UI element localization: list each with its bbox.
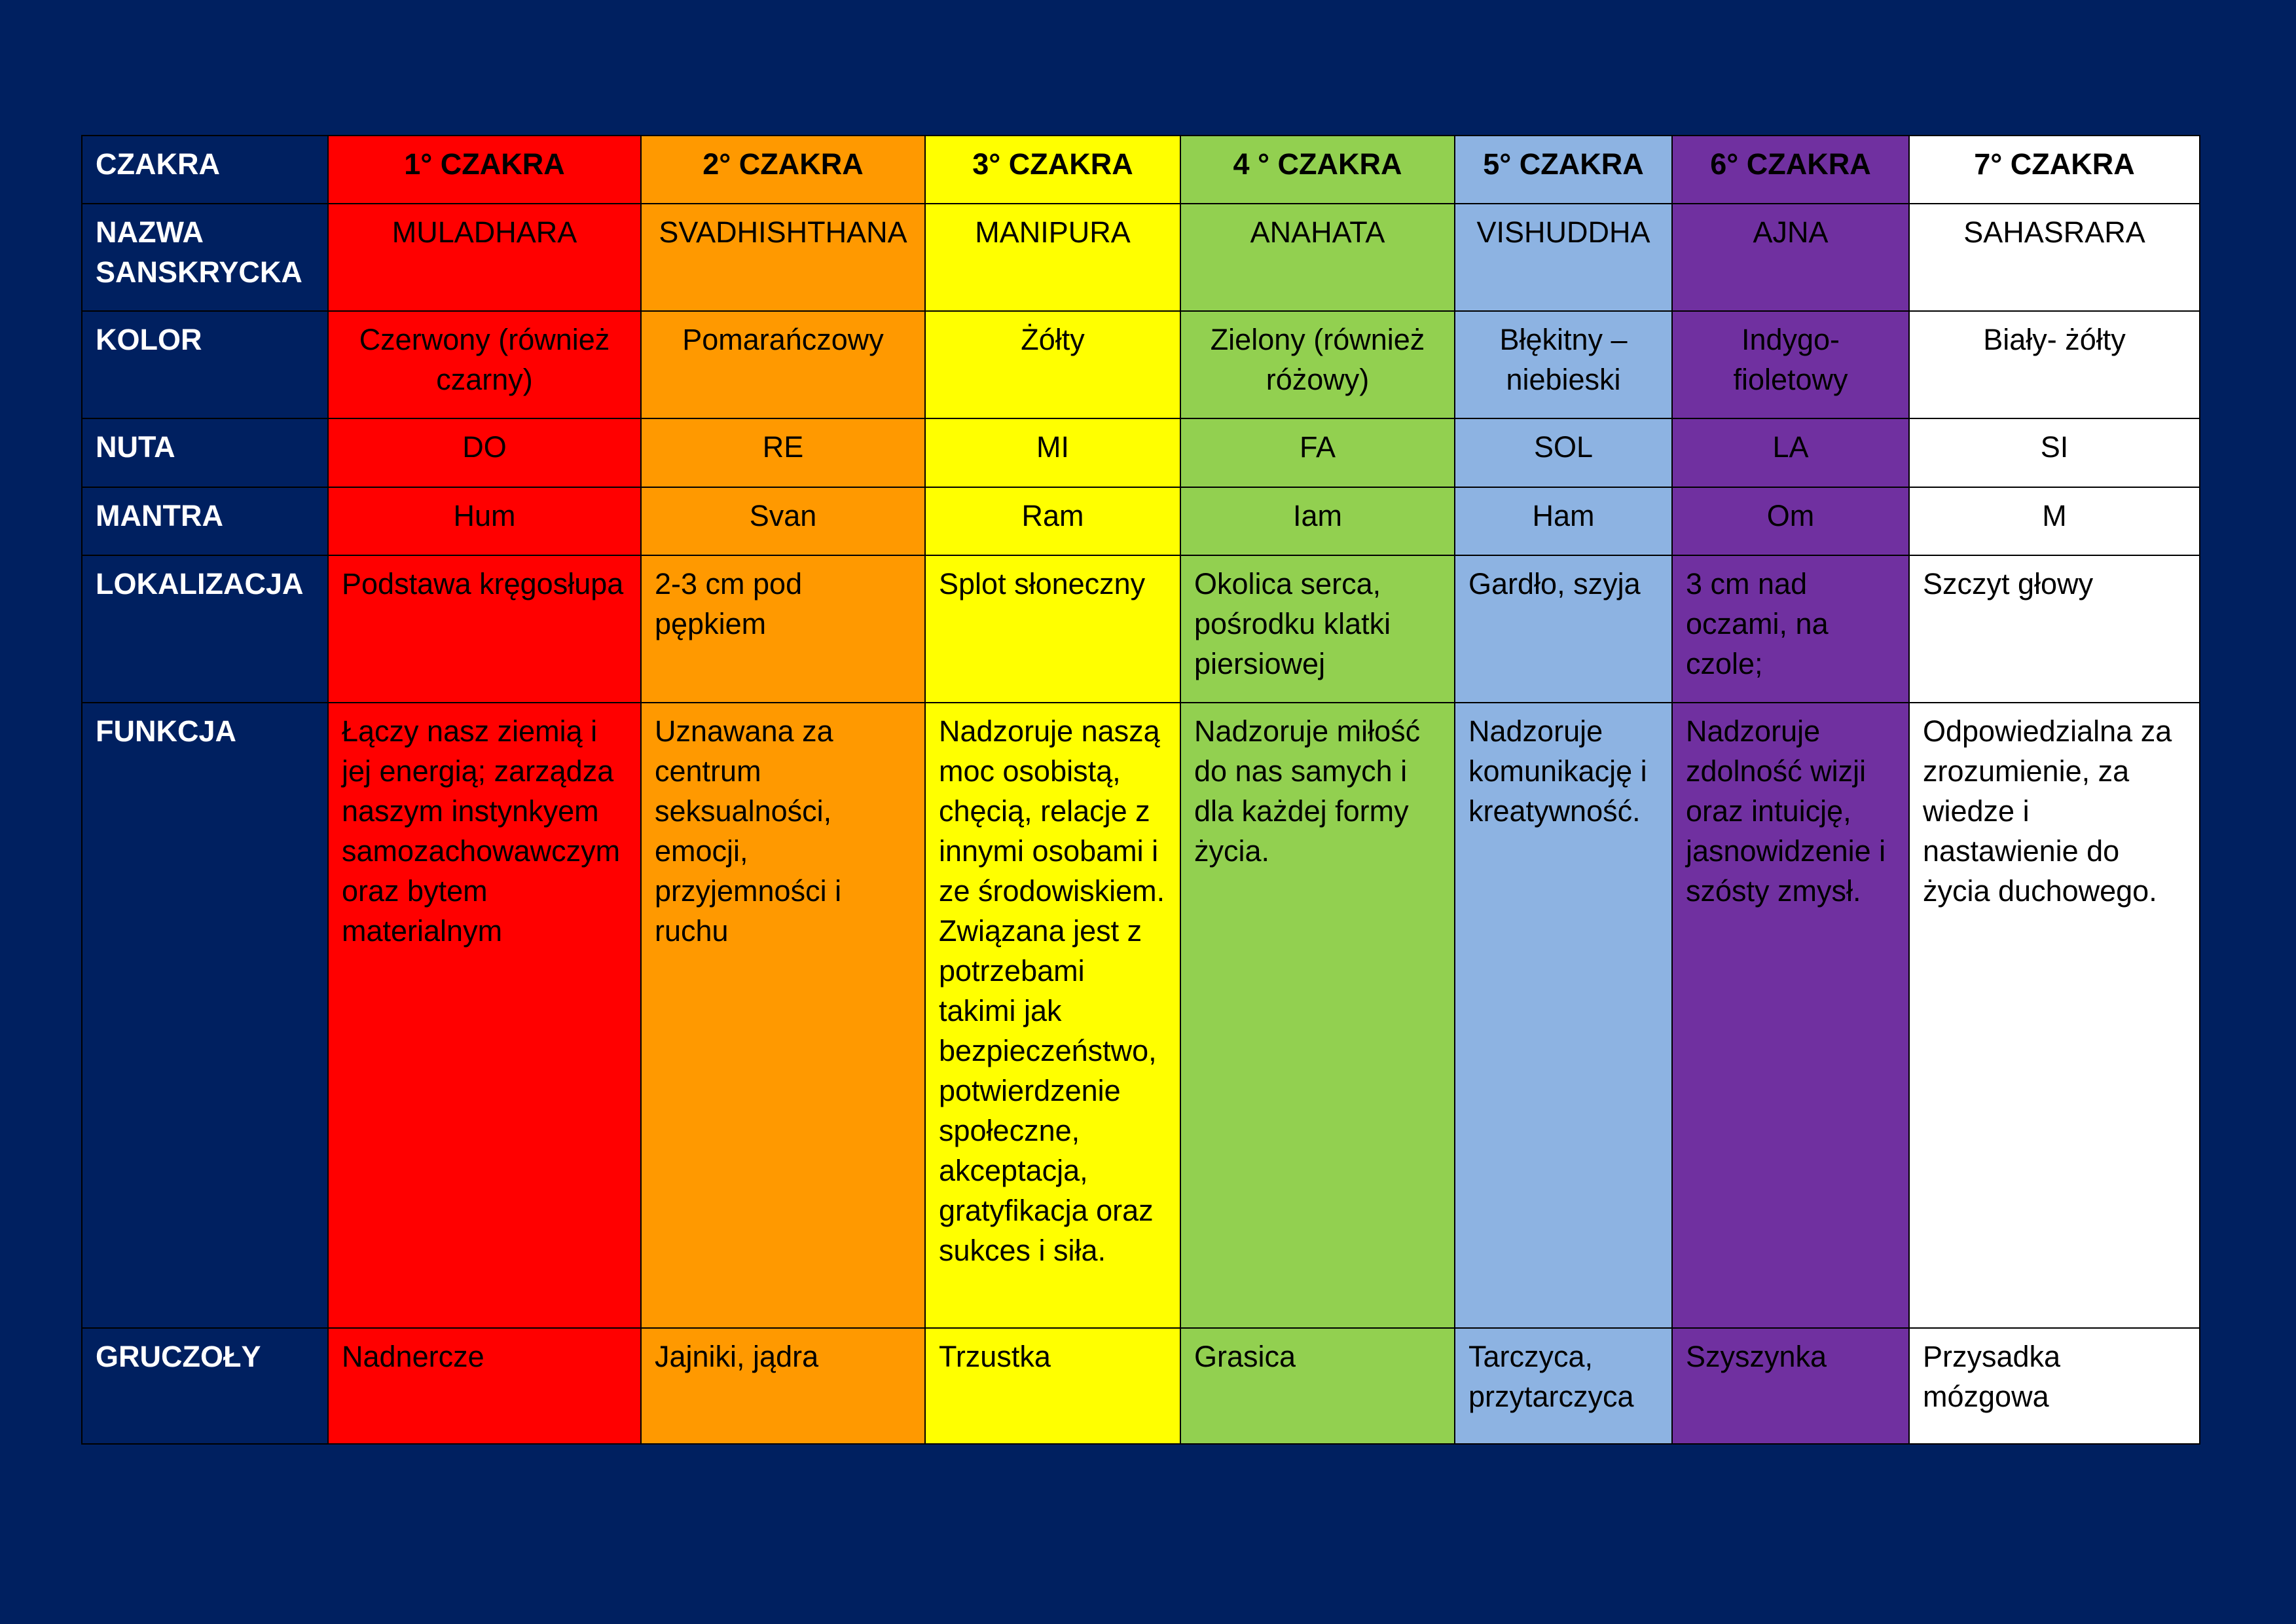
header-czakra-6: 6° CZAKRA [1672,136,1909,204]
header-czakra-5: 5° CZAKRA [1455,136,1672,204]
table-cell: Gardło, szyja [1455,555,1672,703]
table-cell: Svan [641,487,925,555]
table-cell: Okolica serca, pośrodku klatki piersiowej [1180,555,1455,703]
row-label: NUTA [82,418,328,487]
table-cell: AJNA [1672,204,1909,311]
table-cell: Iam [1180,487,1455,555]
row-mantra [82,487,2200,555]
header-czakra-3: 3° CZAKRA [925,136,1180,204]
table-cell: Odpowiedzialna za zrozumienie, za wiedze i nastawienie do życia duchowego. [1909,703,2200,1328]
table-cell: Zielony (również różowy) [1180,311,1455,418]
table-cell: Pomarańczowy [641,311,925,418]
table-cell: MULADHARA [328,204,641,311]
table-cell: MANIPURA [925,204,1180,311]
table-cell: Czerwony (również czarny) [328,311,641,418]
table-cell: Nadzoruje naszą moc osobistą, chęcią, relacje z innymi osobami i ze środowiskiem. Związana jest z potrzebami takimi jak bezpieczeństwo, potwierdzenie społeczne, akceptacja, gratyfikacja oraz sukces i siła. [925,703,1180,1328]
table-cell: Trzustka [925,1328,1180,1444]
row-label: FUNKCJA [82,703,328,1328]
chakra-table [81,135,2200,1445]
row-label: MANTRA [82,487,328,555]
table-cell: FA [1180,418,1455,487]
table-cell: SI [1909,418,2200,487]
table-cell: Nadzoruje miłość do nas samych i dla każdej formy życia. [1180,703,1455,1328]
header-row [82,136,2200,204]
table-cell: Ram [925,487,1180,555]
table-cell: LA [1672,418,1909,487]
row-note [82,418,2200,487]
table-cell: 3 cm nad oczami, na czole; [1672,555,1909,703]
header-czakra-1: 1° CZAKRA [328,136,641,204]
table-cell: Jajniki, jądra [641,1328,925,1444]
table-cell: Indygo- fioletowy [1672,311,1909,418]
table-cell: SAHASRARA [1909,204,2200,311]
table-cell: Ham [1455,487,1672,555]
table-cell: Szczyt głowy [1909,555,2200,703]
table-cell: Grasica [1180,1328,1455,1444]
header-czakra-7: 7° CZAKRA [1909,136,2200,204]
table-cell: Biały- żółty [1909,311,2200,418]
header-czakra-4: 4 ° CZAKRA [1180,136,1455,204]
row-label: LOKALIZACJA [82,555,328,703]
table-cell: MI [925,418,1180,487]
table-cell: RE [641,418,925,487]
row-label: NAZWA SANSKRYCKA [82,204,328,311]
table-cell: SVADHISHTHANA [641,204,925,311]
row-location [82,555,2200,703]
row-label: KOLOR [82,311,328,418]
table-cell: Nadzoruje komunikację i kreatywność. [1455,703,1672,1328]
row-sanskrit-name [82,204,2200,311]
table-cell: Tarczyca, przytarczyca [1455,1328,1672,1444]
table-cell: Uznawana za centrum seksualności, emocji, przyjemności i ruchu [641,703,925,1328]
table-cell: SOL [1455,418,1672,487]
row-color [82,311,2200,418]
table-cell: Om [1672,487,1909,555]
table-cell: Żółty [925,311,1180,418]
row-function [82,703,2200,1328]
table-cell: Błękitny – niebieski [1455,311,1672,418]
table-cell: 2-3 cm pod pępkiem [641,555,925,703]
table-cell: M [1909,487,2200,555]
row-glands [82,1328,2200,1444]
table-cell: Nadzoruje zdolność wizji oraz intuicję, jasnowidzenie i szósty zmysł. [1672,703,1909,1328]
header-czakra: CZAKRA [82,136,328,204]
table-cell: Hum [328,487,641,555]
table-cell: Szyszynka [1672,1328,1909,1444]
header-czakra-2: 2° CZAKRA [641,136,925,204]
table-cell: Podstawa kręgosłupa [328,555,641,703]
table-cell: ANAHATA [1180,204,1455,311]
table-cell: Nadnercze [328,1328,641,1444]
table-cell: Łączy nasz ziemią i jej energią; zarządza naszym instynkyem samozachowawczym oraz bytem materialnym [328,703,641,1328]
table-cell: DO [328,418,641,487]
table-cell: VISHUDDHA [1455,204,1672,311]
table-cell: Splot słoneczny [925,555,1180,703]
row-label: GRUCZOŁY [82,1328,328,1444]
table-cell: Przysadka mózgowa [1909,1328,2200,1444]
